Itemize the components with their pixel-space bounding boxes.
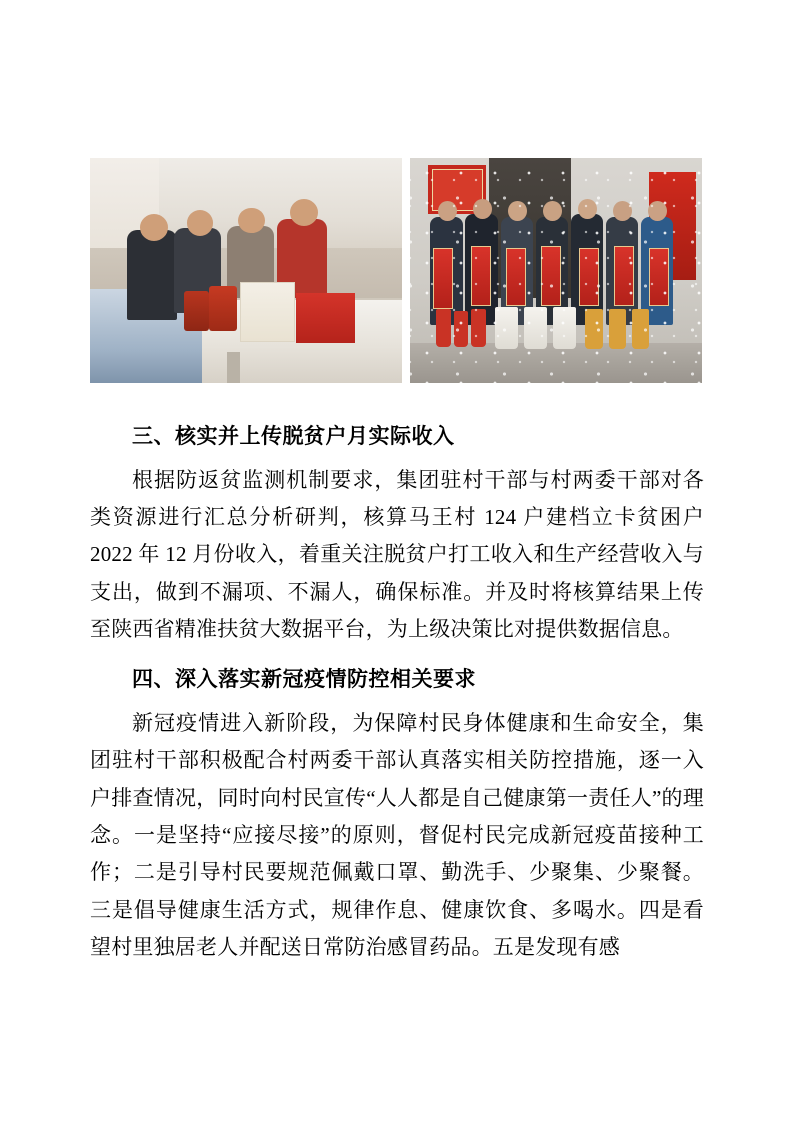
photo-red-scroll bbox=[506, 248, 526, 306]
photo-person-head bbox=[578, 199, 597, 219]
photo-oil-bottle bbox=[471, 309, 486, 347]
photo-flour-bag bbox=[553, 307, 576, 350]
photo-red-scroll bbox=[649, 248, 669, 306]
document-body bbox=[90, 383, 704, 967]
photo-person bbox=[127, 230, 177, 320]
section-paragraph-3-1: 根据防返贫监测机制要求，集团驻村干部与村两委干部对各类资源进行汇总分析研判，核算马王村 124 户建档立卡贫困户 2022 年 12 月份收入，着重关注脱贫户打工收入和生产经营收入与支出，做到不漏项、不漏人，确保标准。并及时将核算结果上传至陕西省精准扶贫大数据平台，为上级决策比对提供数据信息。 bbox=[90, 467, 704, 642]
photo-flour-bag bbox=[495, 307, 518, 350]
photo-person-head bbox=[238, 208, 265, 234]
photo-oil-bottle bbox=[209, 286, 237, 331]
photo-red-gift-bag bbox=[296, 293, 355, 343]
photo-red-scroll bbox=[541, 246, 561, 307]
photo-red-scroll bbox=[433, 248, 453, 309]
photo-person-head bbox=[613, 201, 632, 221]
photo-person-head bbox=[290, 199, 318, 226]
photo-red-scroll bbox=[471, 246, 491, 307]
photo-person-head bbox=[543, 201, 562, 221]
photo-person-head bbox=[438, 201, 457, 221]
photo-oil-bottle bbox=[454, 311, 469, 347]
photo-oil-bottle bbox=[632, 309, 650, 350]
photo-outdoor-donation bbox=[410, 158, 702, 383]
photo-oil-bottle bbox=[184, 291, 209, 332]
photo-person-head bbox=[648, 201, 667, 221]
photo-person-head bbox=[508, 201, 527, 221]
photo-table-leg bbox=[227, 352, 239, 384]
photo-red-scroll bbox=[614, 246, 634, 307]
section-heading-3: 三、核实并上传脱贫户月实际收入 bbox=[132, 425, 455, 448]
photo-oil-bottle bbox=[585, 309, 603, 350]
image-row bbox=[90, 0, 704, 383]
photo-person-head bbox=[473, 199, 492, 219]
photo-rice-bag bbox=[240, 282, 295, 343]
photo-person-head bbox=[187, 210, 214, 236]
photo-indoor-visit bbox=[90, 158, 402, 383]
photo-red-scroll bbox=[579, 248, 599, 306]
photo-flour-bag bbox=[524, 307, 547, 350]
photo-oil-bottle bbox=[436, 309, 451, 347]
section-heading-4: 四、深入落实新冠疫情防控相关要求 bbox=[132, 668, 476, 692]
section-paragraph-4-1: 新冠疫情进入新阶段，为保障村民身体健康和生命安全，集团驻村干部积极配合村两委干部认真落实相关防控措施，逐一入户排查情况，同时向村民宣传“人人都是自己健康第一责任人”的理念。一是坚持“应接尽接”的原则，督促村民完成新冠疫苗接种工作；二是引导村民要规范佩戴口罩、勤洗手、少聚集、少聚餐。三是倡导健康生活方式，规律作息、健康饮食、多喝水。四是看望村里独居老人并配送日常防治感冒药品。五是发现有感 bbox=[90, 710, 704, 960]
photo-oil-bottle bbox=[609, 309, 627, 350]
